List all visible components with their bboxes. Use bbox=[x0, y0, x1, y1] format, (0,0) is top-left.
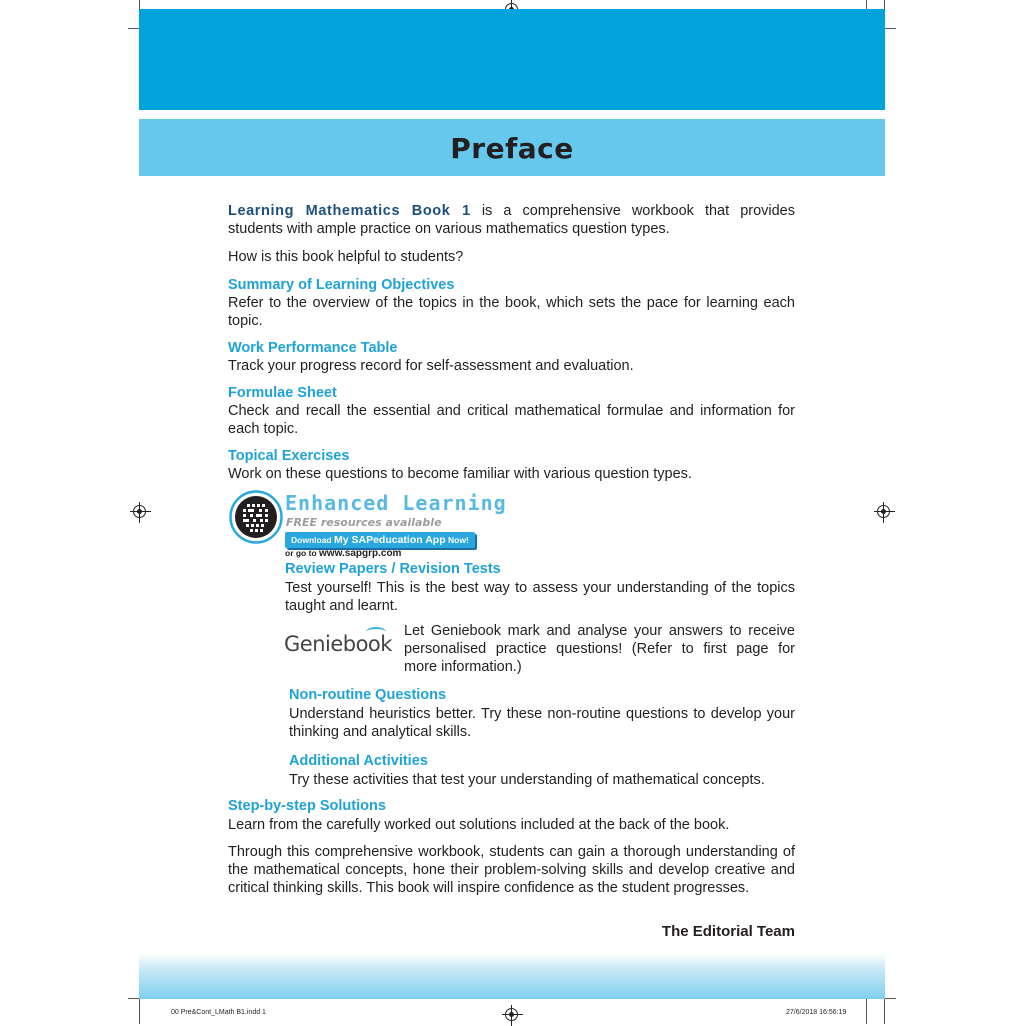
crop-mark bbox=[139, 996, 140, 1024]
section-heading-step-by-step: Step-by-step Solutions bbox=[228, 798, 386, 814]
book-title: Learning Mathematics Book 1 bbox=[228, 203, 471, 219]
helpful-question: How is this book helpful to students? bbox=[228, 249, 464, 265]
closing-line: the mathematical concepts, hone their problem-solving skills and develop creative and bbox=[228, 862, 795, 878]
geniebook-text-line: Let Geniebook mark and analyse your answers to receive bbox=[404, 623, 795, 639]
closing-line: Through this comprehensive workbook, students can gain a thorough understanding of bbox=[228, 844, 795, 860]
geniebook-swoosh-icon bbox=[366, 627, 386, 637]
slug-filename: 00 Pre&Cont_LMath B1.indd 1 bbox=[171, 1009, 266, 1016]
slug-timestamp: 27/6/2018 16:56:19 bbox=[786, 1009, 847, 1016]
registration-mark-icon bbox=[505, 1008, 518, 1021]
section-heading-topical: Topical Exercises bbox=[228, 448, 350, 464]
geniebook-text-line: more information.) bbox=[404, 659, 522, 675]
section-text-line: Check and recall the essential and critical mathematical formulae and information for bbox=[228, 403, 795, 419]
enhanced-learning-logo-icon bbox=[229, 490, 283, 544]
registration-mark-icon bbox=[877, 505, 890, 518]
header-band bbox=[139, 9, 885, 110]
registration-mark-icon bbox=[133, 505, 146, 518]
geniebook-text-line: personalised practice questions! (Refer to first page for bbox=[404, 641, 795, 657]
section-text-line: Learn from the carefully worked out solutions included at the back of the book. bbox=[228, 817, 730, 833]
goto-website bbox=[285, 548, 401, 559]
signature: The Editorial Team bbox=[661, 923, 795, 940]
section-text-line: each topic. bbox=[228, 421, 299, 437]
section-heading-review: Review Papers / Revision Tests bbox=[285, 561, 501, 577]
section-heading-formulae: Formulae Sheet bbox=[228, 385, 337, 401]
download-app-badge[interactable] bbox=[285, 532, 475, 548]
intro-line-1-text: is a comprehensive workbook that provides bbox=[481, 203, 795, 219]
section-text-line: Work on these questions to become familiar with various question types. bbox=[228, 466, 692, 482]
page-title: Preface bbox=[450, 132, 574, 165]
section-text-line: Try these activities that test your understanding of mathematical concepts. bbox=[289, 772, 765, 788]
crop-mark bbox=[866, 996, 867, 1024]
section-text-line: Understand heuristics better. Try these non-routine questions to develop your bbox=[289, 706, 795, 722]
closing-line: critical thinking skills. This book will inspire confidence as the student progresses. bbox=[228, 880, 750, 896]
section-heading-non-routine: Non-routine Questions bbox=[289, 687, 447, 703]
geniebook-logo: Geniebook bbox=[284, 632, 392, 656]
section-text-line: Track your progress record for self-assessment and evaluation. bbox=[228, 358, 634, 374]
intro-line-1 bbox=[228, 202, 795, 221]
section-heading-additional: Additional Activities bbox=[289, 753, 428, 769]
footer-band bbox=[139, 953, 885, 999]
download-prefix: Download bbox=[291, 535, 332, 545]
app-name: My SAPeducation App bbox=[333, 534, 446, 546]
section-text-line: topic. bbox=[228, 313, 263, 329]
download-suffix: Now! bbox=[447, 535, 469, 545]
crop-mark bbox=[884, 996, 885, 1024]
free-resources-text: FREE resources available bbox=[286, 516, 442, 529]
section-text-line: Refer to the overview of the topics in the book, which sets the pace for learning each bbox=[228, 295, 795, 311]
section-heading-summary: Summary of Learning Objectives bbox=[228, 277, 455, 293]
section-text-line: thinking and analytical skills. bbox=[289, 724, 472, 740]
section-text-line: Test yourself! This is the best way to assess your understanding of the topics bbox=[285, 580, 795, 596]
goto-prefix: or go to bbox=[285, 548, 317, 558]
website-link[interactable]: www.sapgrp.com bbox=[319, 548, 402, 559]
intro-line-2: students with ample practice on various mathematics question types. bbox=[228, 221, 670, 237]
section-heading-work-performance: Work Performance Table bbox=[228, 340, 398, 356]
section-text-line: taught and learnt. bbox=[285, 598, 398, 614]
enhanced-learning-title: Enhanced Learning bbox=[285, 491, 507, 515]
